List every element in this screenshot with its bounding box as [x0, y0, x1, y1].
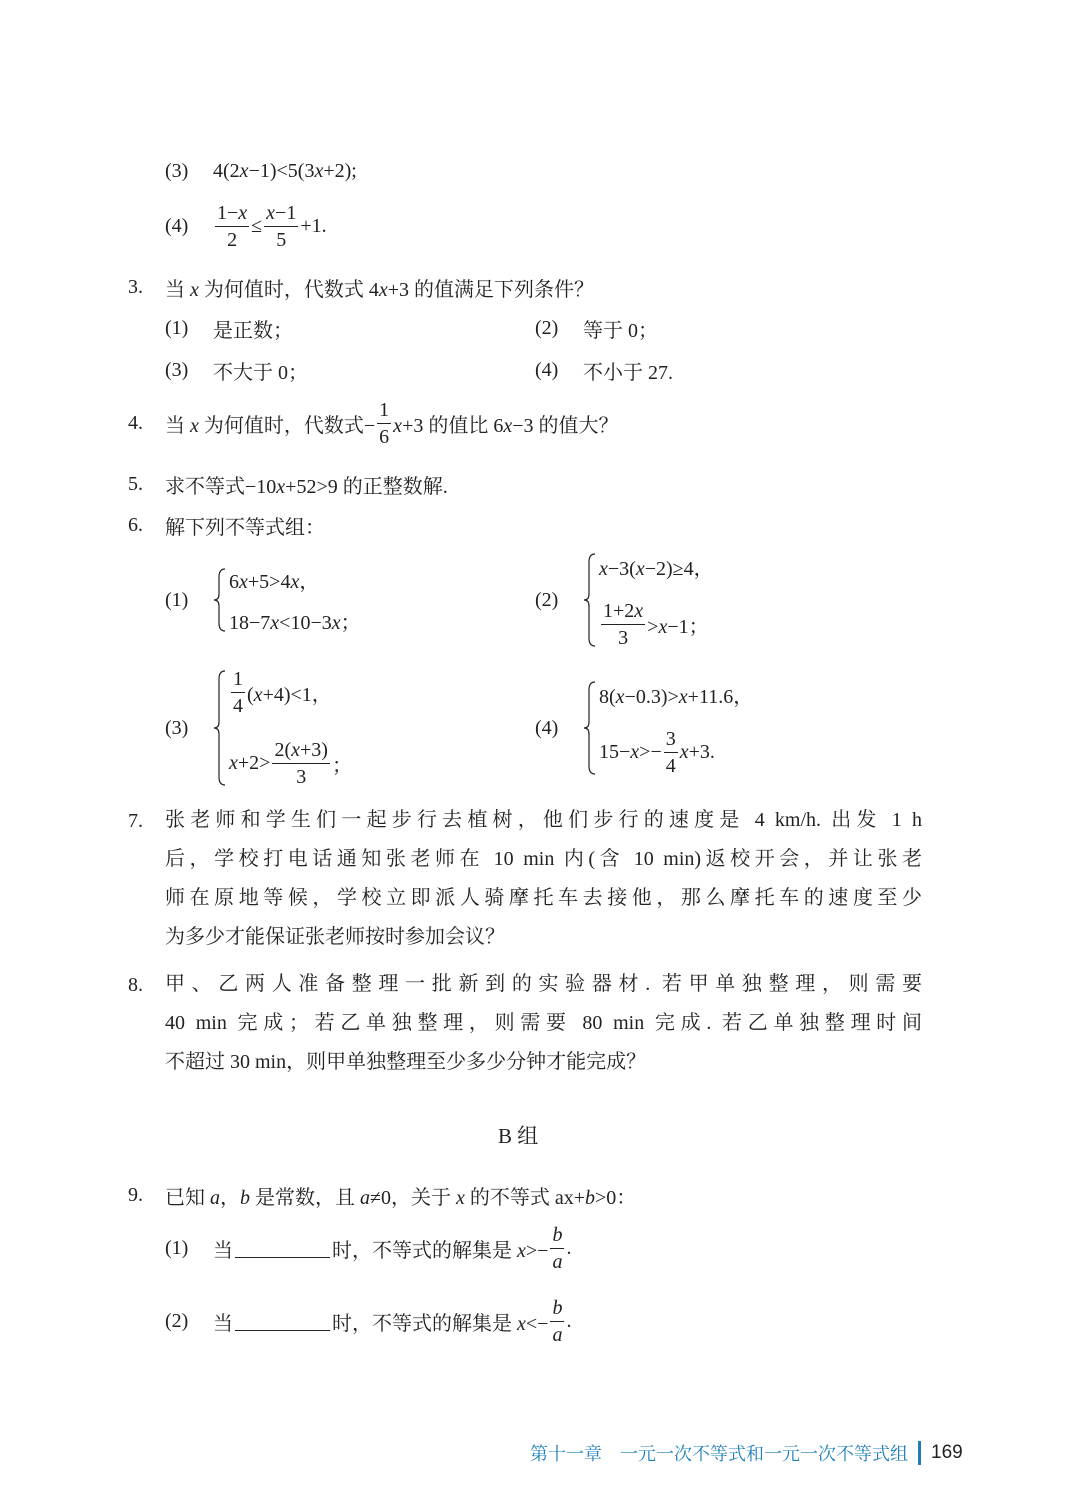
- text-line: 为多少才能保证张老师按时参加会议？: [165, 926, 505, 948]
- part-text: 当: [213, 1313, 233, 1335]
- numerator: b: [550, 1225, 564, 1249]
- exercise-9-part-1: [165, 1225, 571, 1272]
- numerator: 2(x+3): [272, 740, 330, 764]
- inequality: 4(2x−1)<5(3x+2);: [213, 160, 357, 182]
- text-line: 40 min 完成；若乙单独整理，则需要 80 min 完成. 若乙单独整理时间: [165, 1012, 922, 1034]
- exercise-7-text: [165, 801, 922, 957]
- part-label: (2): [535, 317, 559, 339]
- exercise-text: 解下列不等式组：: [165, 517, 325, 539]
- exercise-number: 4.: [128, 412, 143, 434]
- fraction: [601, 601, 645, 648]
- text-line: 后，学校打电话通知张老师在 10 min 内(含 10 min)返校开会，并让张老: [165, 848, 922, 870]
- exercise-number: 9.: [128, 1184, 143, 1206]
- part-label: (4): [535, 716, 559, 739]
- fraction: [664, 729, 678, 776]
- part-text: 时，不等式的解集是 x>−: [332, 1240, 549, 1262]
- part-text: 当: [213, 1240, 233, 1262]
- exercise-number: 3.: [128, 276, 143, 298]
- denominator: 5: [276, 229, 287, 251]
- inequality: 15−x>−: [599, 741, 662, 763]
- page-footer: [530, 1440, 963, 1466]
- brace-icon: [583, 680, 597, 776]
- part-label: (4): [165, 215, 189, 237]
- numerator: 1−x: [215, 203, 249, 227]
- fraction: [550, 1225, 564, 1272]
- inequality: x+2>: [229, 752, 271, 774]
- system-1: [165, 560, 361, 640]
- part-text: 是正数；: [213, 320, 293, 342]
- system-2: [535, 550, 714, 650]
- chapter-title: 一元一次不等式和一元一次不等式组: [620, 1444, 908, 1464]
- part-label: (3): [165, 716, 189, 739]
- inequality: 8(x−0.3)>x+11.6，: [599, 686, 754, 708]
- part-text: 不小于 27.: [583, 362, 673, 384]
- exercise-8-text: [165, 965, 922, 1082]
- exercise-3-part-4: [535, 356, 673, 385]
- answer-blank[interactable]: [235, 1312, 330, 1331]
- fraction: [272, 740, 330, 787]
- denominator: 6: [379, 426, 390, 448]
- denominator: a: [552, 1324, 563, 1346]
- fraction: [264, 203, 298, 250]
- part-label: (1): [165, 317, 189, 339]
- fraction: [215, 203, 249, 250]
- exercise-9-part-2: [165, 1298, 571, 1345]
- exercise-number: 6.: [128, 514, 143, 536]
- chapter-number: 第十一章: [530, 1444, 602, 1464]
- part-label: (4): [535, 359, 559, 381]
- exercise-9: [128, 1181, 636, 1210]
- fraction: [231, 669, 245, 716]
- exercise-3-part-2: [535, 314, 658, 343]
- part-text: 不大于 0；: [213, 362, 308, 384]
- answer-blank[interactable]: [235, 1239, 330, 1258]
- numerator: b: [550, 1298, 564, 1322]
- text-line: 甲、乙两人准备整理一批新到的实验器材. 若甲单独整理，则需要: [165, 973, 922, 995]
- expression-tail: +1.: [300, 215, 327, 237]
- denominator: 3: [296, 766, 307, 788]
- denominator: 2: [227, 229, 238, 251]
- punctuation: .: [566, 1310, 572, 1332]
- numerator: 1: [377, 400, 391, 424]
- fraction: [550, 1298, 564, 1345]
- inequality: (x+4)<1，: [247, 684, 332, 706]
- denominator: 4: [233, 695, 243, 717]
- exercise-3: [128, 273, 594, 302]
- numerator: x−1: [264, 203, 298, 227]
- exercise-number: 8.: [128, 974, 143, 996]
- exercise-6: [128, 511, 325, 540]
- system-3: [165, 668, 352, 788]
- inequality: >x−1；: [647, 616, 709, 638]
- inequality: x+3.: [679, 741, 715, 763]
- part-label: (3): [165, 160, 189, 182]
- inequality: 18−7x<10−3x；: [229, 612, 361, 634]
- part-text: 时，不等式的解集是 x<−: [332, 1313, 549, 1335]
- punctuation: .: [566, 1237, 572, 1259]
- text-line: 不超过 30 min，则甲单独整理至少多少分钟才能完成？: [165, 1051, 647, 1073]
- part-label: (2): [165, 1310, 189, 1332]
- exercise-text: x+3 的值比 6x−3 的值大？: [393, 415, 619, 437]
- exercise-3-part-3: [165, 356, 308, 385]
- section-heading: B 组: [498, 1124, 539, 1148]
- footer-divider: [918, 1441, 921, 1465]
- part-text: 等于 0；: [583, 320, 658, 342]
- punctuation: ；: [331, 755, 352, 777]
- text-line: 师在原地等候，学校立即派人骑摩托车去接他，那么摩托车的速度至少: [165, 887, 922, 909]
- numerator: 1+2x: [601, 601, 645, 625]
- exercise-text: 当 x 为何值时，代数式−: [165, 415, 376, 437]
- part-label: (3): [165, 359, 189, 381]
- exercise-5: [128, 470, 448, 499]
- exercise-2-part-4: [165, 203, 327, 250]
- text-line: 张老师和学生们一起步行去植树，他们步行的速度是 4 km/h. 出发 1 h: [165, 809, 922, 831]
- system-4: [535, 678, 753, 778]
- exercise-text: 已知 a，b 是常数，且 a≠0，关于 x 的不等式 ax+b>0：: [165, 1187, 637, 1209]
- part-label: (2): [535, 588, 559, 611]
- exercise-2-part-3: [165, 160, 357, 183]
- inequality: x−3(x−2)≥4，: [599, 558, 714, 580]
- denominator: 3: [618, 627, 629, 649]
- page-number: 169: [931, 1442, 963, 1463]
- exercise-number: 7.: [128, 810, 143, 832]
- exercise-3-part-1: [165, 314, 293, 343]
- exercise-number: 5.: [128, 473, 143, 495]
- brace-icon: [213, 567, 227, 633]
- numerator: 3: [664, 729, 678, 753]
- brace-icon: [583, 552, 597, 648]
- brace-icon: [213, 669, 227, 787]
- part-label: (1): [165, 1237, 189, 1259]
- denominator: 4: [665, 755, 676, 777]
- exercise-text: 当 x 为何值时，代数式 4x+3 的值满足下列条件？: [165, 279, 595, 301]
- numerator: 1: [231, 669, 245, 693]
- inequality: 6x+5>4x，: [229, 571, 320, 593]
- fraction: [377, 400, 391, 447]
- denominator: a: [552, 1251, 563, 1273]
- exercise-text: 求不等式−10x+52>9 的正整数解.: [165, 476, 448, 498]
- part-label: (1): [165, 588, 189, 611]
- exercise-4: [128, 400, 619, 447]
- operator: ≤: [251, 215, 263, 237]
